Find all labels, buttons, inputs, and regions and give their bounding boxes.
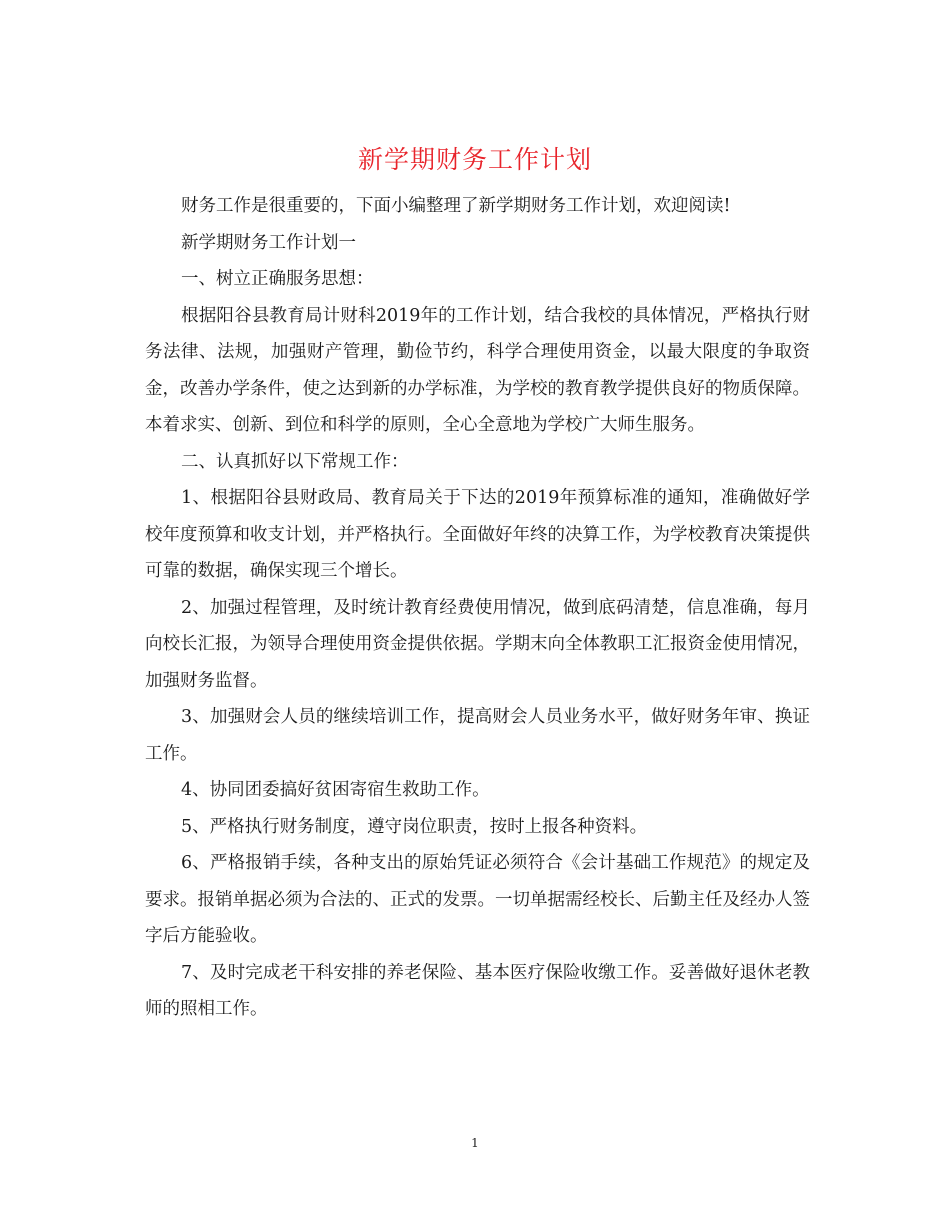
paragraph-section-heading: 新学期财务工作计划一	[181, 232, 356, 253]
paragraph-item-7: 7、及时完成老干科安排的养老保险、基本医疗保险收缴工作。妥善做好退休老教师的照相工作。	[145, 962, 810, 1019]
paragraph-intro: 财务工作是很重要的，下面小编整理了新学期财务工作计划，欢迎阅读!	[181, 196, 731, 216]
paragraph-item-5: 5、严格执行财务制度，遵守岗位职责，按时上报各种资料。	[181, 816, 648, 837]
document-title: 新学期财务工作计划	[357, 145, 592, 174]
paragraph-item-2: 2、加强过程管理，及时统计教育经费使用情况，做到底码清楚，信息准确，每月向校长汇报，为领导合理使用资金提供依据。学期末向全体教职工汇报资金使用情况，加强财务监督。	[145, 597, 810, 691]
paragraph-item-6: 6、严格报销手续，各种支出的原始凭证必须符合《会计基础工作规范》的规定及要求。报销单据必须为合法的、正式的发票。一切单据需经校长、后勤主任及经办人签字后方能验收。	[145, 853, 810, 946]
paragraph-heading-1: 一、树立正确服务思想：	[181, 269, 374, 289]
paragraph-item-4: 4、协同团委搞好贫困寄宿生救助工作。	[181, 780, 490, 800]
paragraph-item-3: 3、加强财会人员的继续培训工作，提高财会人员业务水平，做好财务年审、换证工作。	[145, 707, 810, 764]
paragraph-heading-2: 二、认真抓好以下常规工作：	[181, 451, 409, 472]
paragraph-service-thought: 根据阳谷县教育局计财科2019年的工作计划，结合我校的具体情况，严格执行财务法律、法规，加强财产管理，勤俭节约，科学合理使用资金，以最大限度的争取资金，改善办学条件，使之达到新的办学标准，为学校的教育教学提供良好的物质保障。本着求实、创新、到位和科学的原则，全心全意地为学校广大师生服务。	[145, 305, 810, 435]
page-number: 1	[471, 1136, 479, 1150]
document-body	[145, 188, 810, 1028]
paragraph-item-1: 1、根据阳谷县财政局、教育局关于下达的2019年预算标准的通知，准确做好学校年度预算和收支计划，并严格执行。全面做好年终的决算工作，为学校教育决策提供可靠的数据，确保实现三个增长。	[145, 488, 810, 581]
